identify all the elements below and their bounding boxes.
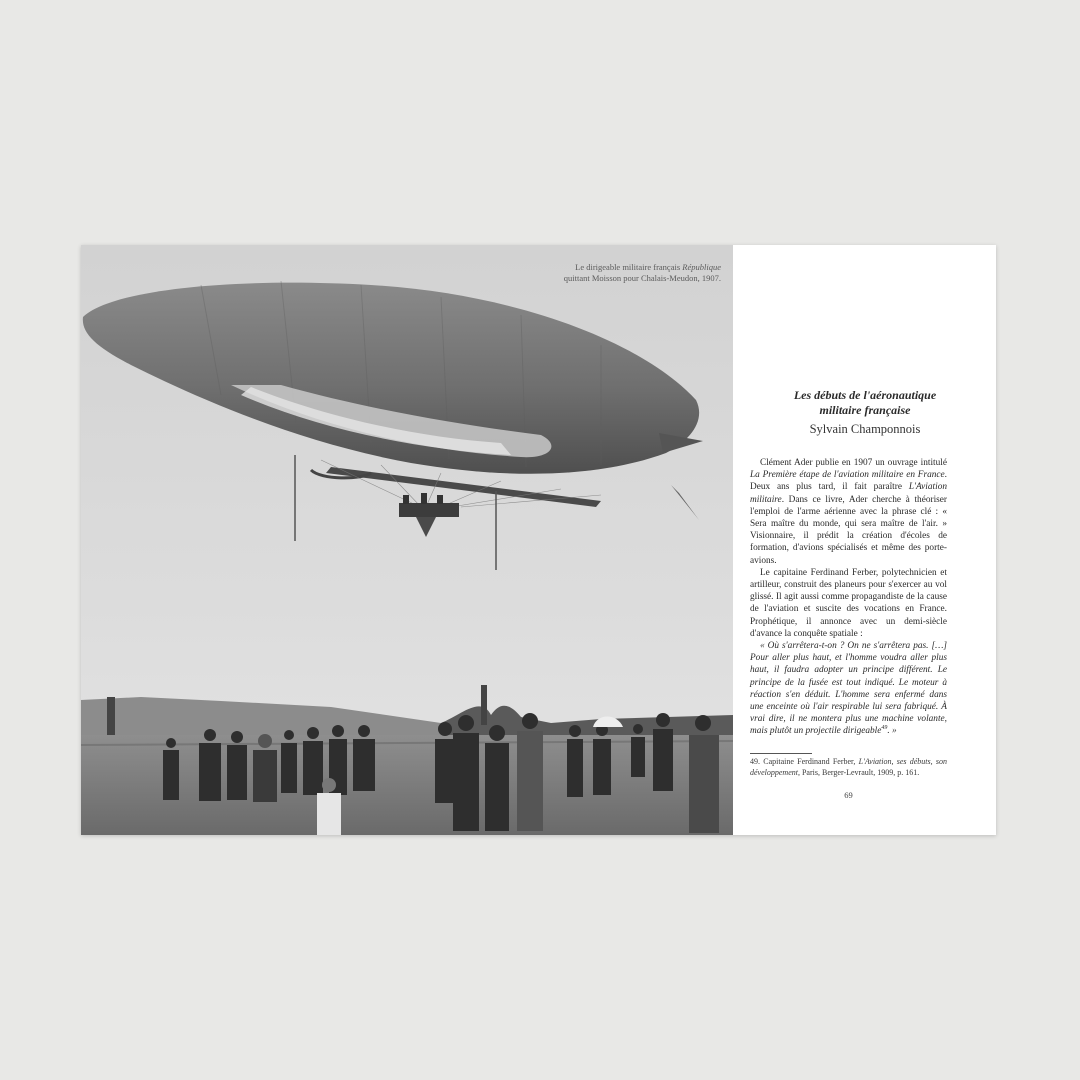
footnote-book-title: L'Aviation, ses débuts, son développement (750, 757, 948, 777)
footnote-text-c: , Paris, Berger-Levrault, 1909, p. 161. (797, 767, 920, 777)
airship-photo-illustration (81, 245, 733, 835)
caption-airship-name: République (682, 262, 721, 272)
p1-text-e: . Dans ce livre, Ader cherche à théoriser l'emploi de l'arme aérienne avec la phrase clé : « Sera maître du monde, qui sera maître de l'air. » Visionnaire, il prédit la création d'écoles de formation, d'avions spécialisés et même des porte-avions. (750, 494, 947, 566)
article-body (750, 457, 947, 738)
caption-line2: quittant Moisson pour Chalais-Meudon, 1907. (563, 273, 721, 283)
caption-line1-prefix: Le dirigeable militaire français (575, 262, 683, 272)
ferber-quote (750, 640, 947, 738)
footnote-reference[interactable]: 49 (881, 725, 888, 732)
article-title (750, 388, 980, 418)
p1-text-c: . Deux ans plus tard, il fait paraître (750, 470, 947, 493)
footnote (750, 757, 947, 778)
text-page (750, 245, 980, 835)
author-name: Sylvain Champonnois (809, 422, 921, 436)
quote-end: . » (887, 726, 897, 737)
book-spread (81, 245, 996, 835)
title-line2: militaire française (819, 403, 911, 417)
quote-text: « Où s'arrêtera-t-on ? On ne s'arrêtera pas. […] Pour aller plus haut, et l'homme voudra aller plus haut, il faudra adopter un principe différent. Le principe de la fusée est tout indiqué. Le moteur à réaction s'en déduit. L'homme sera enfermé dans une enceinte où l'air respirable lui sera fabriqué. À vrai dire, il ne montera plus une machine volante, mais plutôt un projectile dirigeable (750, 641, 947, 737)
p1-book-title-1: La Première étape de l'aviation militaire en France (750, 470, 945, 481)
airship-photograph (81, 245, 733, 835)
page-number: 69 (844, 790, 853, 800)
p1-text-a: Clément Ader publie en 1907 un ouvrage intitulé (760, 458, 947, 468)
footnote-divider (750, 753, 812, 754)
photo-caption (481, 262, 721, 284)
paragraph-2: Le capitaine Ferdinand Ferber, polytechnicien et artilleur, construit des planeurs pour s'exercer au vol glissé. Il agit aussi comme propagandiste de la cause de l'aviation et suscite des vocations en France. Prophétique, il annonce avec un demi-siècle d'avance la conquête spatiale : (750, 567, 947, 639)
p1-book-title-2: L'Aviation militaire (750, 482, 947, 505)
title-line1: Les débuts de l'aéronautique (793, 388, 937, 402)
paragraph-1 (750, 457, 947, 567)
footnote-text-a: 49. Capitaine Ferdinand Ferber, (750, 757, 859, 766)
